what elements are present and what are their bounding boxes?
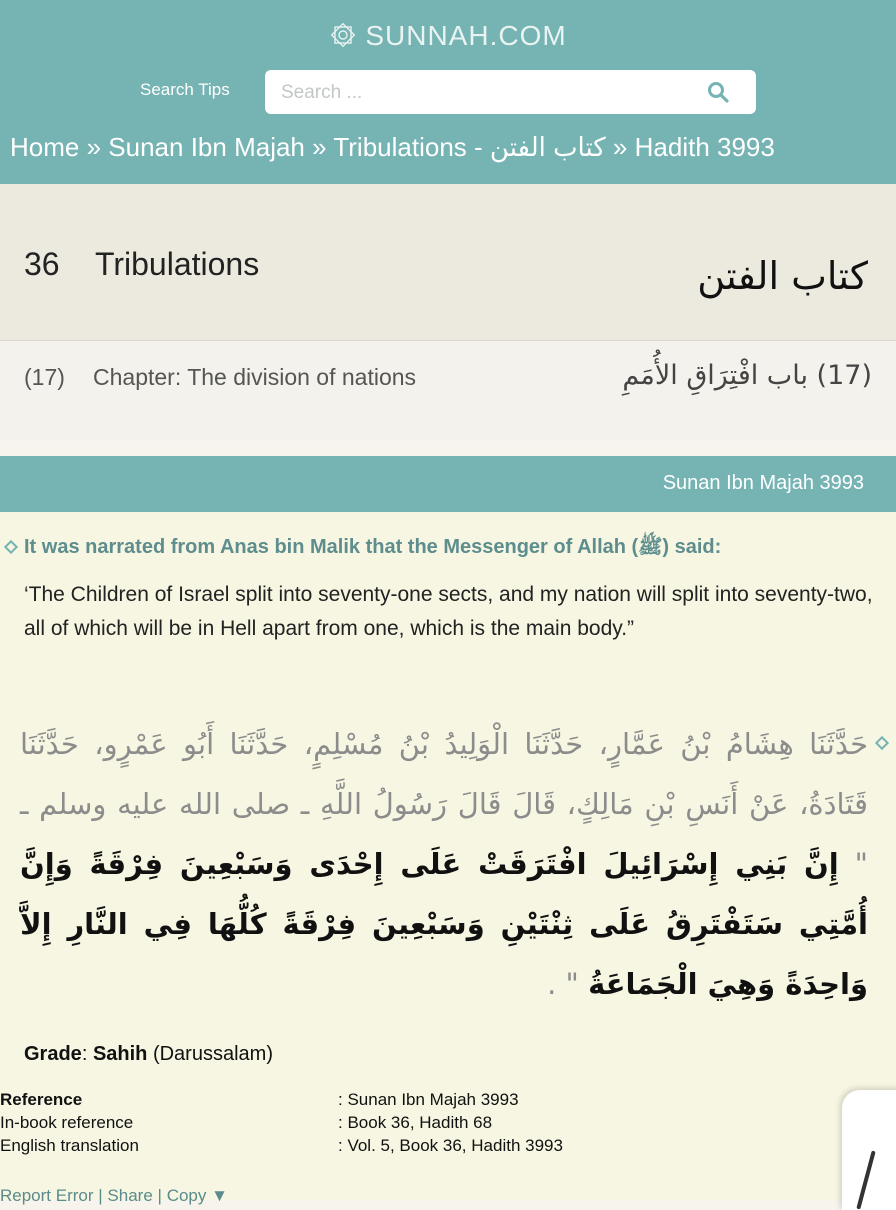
hadith-reference-title[interactable]: Sunan Ibn Majah 3993 [662, 472, 864, 494]
reference-value: : Sunan Ibn Majah 3993 [338, 1090, 519, 1109]
site-logo[interactable] [0, 20, 896, 52]
breadcrumb-hadith[interactable]: Hadith 3993 [634, 132, 775, 162]
action-separator: | [98, 1186, 103, 1205]
hadith-arabic-text [20, 714, 868, 1014]
search-tips-link[interactable]: Search Tips [140, 80, 230, 99]
logo-emblem-icon [329, 21, 357, 49]
chapter-title: Chapter: The division of nations [93, 364, 417, 390]
hadith-narrator: It was narrated from Anas bin Malik that the Messenger of Allah (ﷺ) said: [24, 536, 722, 558]
breadcrumb-collection[interactable]: Sunan Ibn Majah [108, 132, 305, 162]
hadith-english-text: ‘The Children of Israel split into seventy-one sects, and my nation will split into seventy-two, all of which will be in Hell apart from one, which is the main body.” [24, 583, 873, 640]
hadith-actions [0, 1186, 228, 1206]
grade-label: Grade [24, 1043, 82, 1065]
reference-value: : Book 36, Hadith 68 [338, 1113, 493, 1132]
reference-label: In-book reference [0, 1113, 134, 1132]
reference-label: Reference [0, 1090, 83, 1109]
logo-text: SUNNAH.COM [365, 20, 567, 51]
search-box [265, 70, 756, 114]
action-separator: | [157, 1186, 162, 1205]
reference-value: : Vol. 5, Book 36, Hadith 3993 [338, 1136, 563, 1155]
search-icon[interactable] [706, 80, 730, 104]
site-header [0, 0, 896, 184]
chapter-number: (17) [24, 364, 65, 390]
search-input[interactable] [279, 78, 683, 108]
grade-value: Sahih [92, 1043, 148, 1065]
breadcrumb-book[interactable]: Tribulations - كتاب الفتن [333, 132, 606, 162]
book-number: 36 [24, 246, 60, 282]
breadcrumb-separator: » [312, 132, 327, 162]
share-link[interactable]: Share [107, 1186, 153, 1205]
report-error-link[interactable]: Report Error [0, 1186, 94, 1205]
chapter-arabic-title: (17) باب افْتِرَاقِ الأُمَمِ [622, 360, 872, 391]
copy-dropdown[interactable]: Copy ▼ [166, 1186, 228, 1205]
book-title: Tribulations [95, 246, 260, 282]
breadcrumb-separator: » [86, 132, 102, 162]
hadith-grade: Grade: Sahih (Darussalam) [24, 1043, 273, 1065]
arabic-isnad: حَدَّثَنَا هِشَامُ بْنُ عَمَّارٍ، حَدَّثَنَا الْوَلِيدُ بْنُ مُسْلِمٍ، حَدَّثَنَا أَبُو عَمْرٍو، حَدَّثَنَا قَتَادَةُ، عَنْ أَنَسِ بْنِ مَالِكٍ، قَالَ قَالَ رَسُولُ اللَّهِ ـ صلى الله عليه وسلم ـ " [20, 727, 868, 881]
breadcrumb [10, 132, 886, 163]
breadcrumb-separator: » [612, 132, 628, 162]
floating-widget[interactable] [842, 1090, 896, 1210]
arabic-matn: إِنَّ بَنِي إِسْرَائِيلَ افْتَرَقَتْ عَلَى إِحْدَى وَسَبْعِينَ فِرْقَةً وَإِنَّ أُمَّتِي سَتَفْتَرِقُ عَلَى ثِنْتَيْنِ وَسَبْعِينَ فِرْقَةً كُلُّهَا فِي النَّارِ إِلاَّ وَاحِدَةً وَهِيَ الْجَمَاعَةُ [20, 847, 868, 1001]
reference-label: English translation [0, 1136, 139, 1155]
widget-handle-icon [856, 1151, 875, 1210]
arabic-closing-quote: " . [547, 967, 579, 1001]
book-arabic-title: كتاب الفتن [697, 254, 868, 298]
grade-source: (Darussalam) [152, 1043, 273, 1065]
breadcrumb-home[interactable]: Home [10, 132, 80, 162]
